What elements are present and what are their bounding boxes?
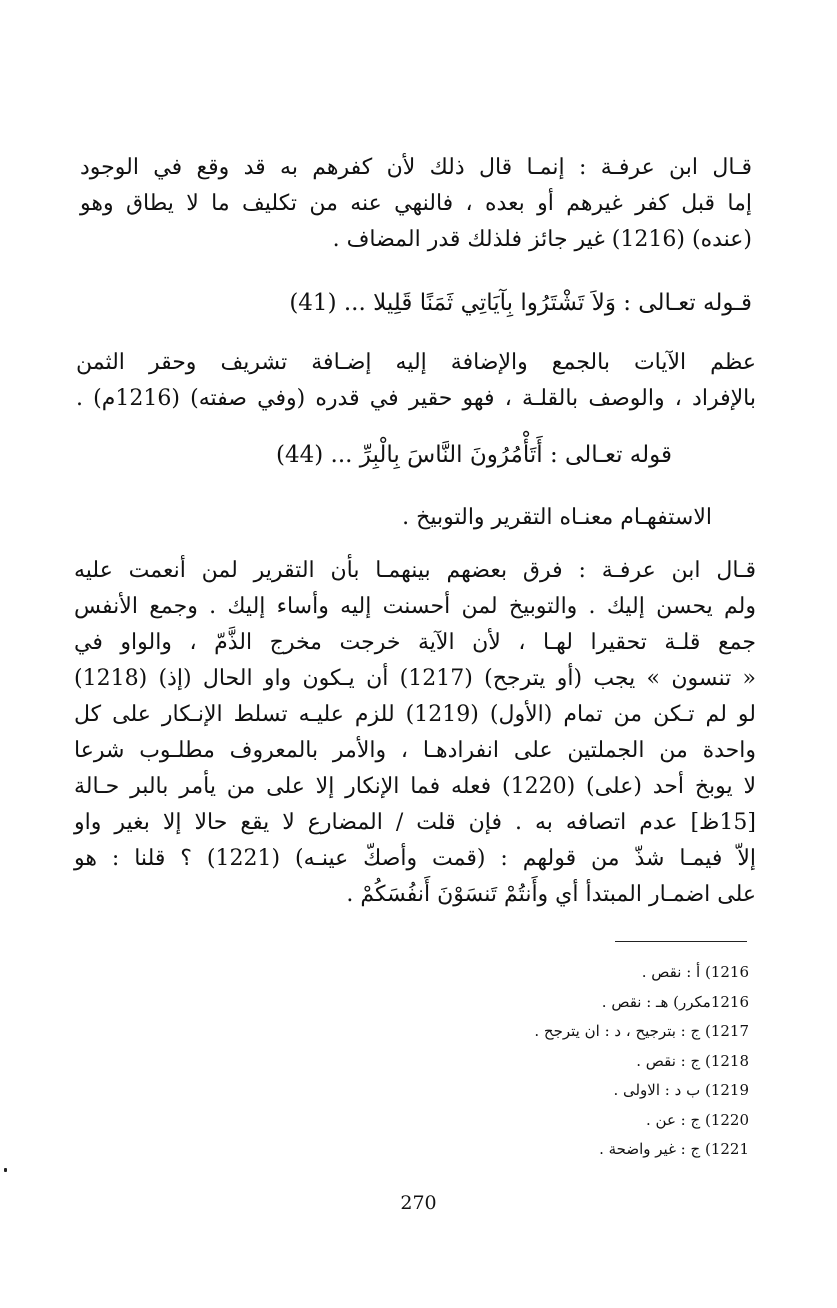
footnote-1220: 1220) ج : عن . — [646, 1110, 749, 1129]
page-number: 270 — [400, 1192, 437, 1214]
text-line: إلاّ فيمـا شذّ من قولهم : (قمت وأصكّ عينـه) (1221) ؟ قلنا : هو — [74, 846, 756, 871]
text-line: جمع قلـة تحقيرا لهـا ، لأن الآية خرجت مخرج الذَّمّ ، والواو في — [74, 630, 756, 655]
text-line: الاستفهـام معنـاه التقرير والتوبيخ . — [402, 505, 712, 530]
text-line: « تنسون » يجب (أو يترجح) (1217) أن يـكون واو الحال (إذ) (1218) — [74, 666, 756, 691]
footnote-1221: 1221) ج : غير واضحة . — [599, 1140, 749, 1158]
text-line: لو لم تـكن من تمام (الأول) (1219) للزم عليـه تسلط الإنـكار على كل — [74, 702, 756, 727]
text-line: إما قبل كفر غيرهم أو بعده ، فالنهي عنه من تكليف ما لا يطاق وهو — [80, 191, 752, 216]
footnote-1217: 1217) ج : بترجيح ، د : ان يترجح . — [534, 1022, 749, 1040]
scan-speck — [4, 1168, 7, 1172]
text-line: لا يوبخ أحد (على) (1220) فعله فما الإنكار إلا على من يأمر بالبر حـالة — [74, 774, 757, 799]
paragraph-verses-magnification — [76, 345, 756, 417]
footnote-1216: 1216) أ : نقص . — [641, 963, 749, 981]
text-line: قـال ابن عرفـة : إنمـا قال ذلك لأن كفرهم به قد وقع في الوجود — [80, 155, 752, 180]
text-line: واحدة من الجملتين على انفرادهـا ، والأمر بالمعروف مطلـوب شرعا — [74, 738, 756, 763]
paragraph-ibn-arafa-2 — [74, 553, 756, 913]
paragraph-interrogative — [402, 500, 712, 536]
footnote-1219: 1219) ب د : الاولى . — [613, 1081, 749, 1099]
text-line: عظم الآيات بالجمع والإضافة إليه إضـافة تشريف وحقر الثمن — [76, 350, 756, 375]
paragraph-ibn-arafa-1 — [80, 150, 752, 258]
text-line: [15ظ] عدم اتصافه به . فإن قلت / المضارع لا يقع حالا إلا بغير واو — [74, 810, 756, 835]
text-line: بالإفراد ، والوصف بالقلـة ، فهو حقير في قدره (وفي صفته) (1216م) . — [76, 386, 756, 411]
quran-verse-44: قوله تعـالى : أَتَأْمُرُونَ النَّاسَ بِالْبِرِّ ... (44) — [275, 442, 672, 468]
text-line: على اضمـار المبتدأ أي وأَنتُمْ تَنسَوْنَ أَنفُسَكُمْ . — [346, 882, 756, 907]
footnote-separator — [615, 941, 747, 942]
footnote-1218: 1218) ج : نقص . — [636, 1051, 749, 1070]
footnotes — [229, 958, 749, 1165]
text-line: (عنده) (1216) غير جائز فلذلك قدر المضاف . — [332, 227, 752, 252]
quran-verse-41: قـوله تعـالى : وَلاَ تَشْتَرُوا بِآيَاتِي ثَمَنًا قَلِيلا ... (41) — [289, 290, 752, 316]
text-line: ولم يحسن إليك . والتوبيخ لمن أحسنت إليه وأساء إليك . وجمع الأنفس — [74, 594, 756, 619]
text-line: قـال ابن عرفـة : فرق بعضهم بينهمـا بأن التقرير لمن أنعمت عليه — [74, 558, 756, 583]
footnote-1216-repeat: 1216مكرر) هـ : نقص . — [601, 992, 749, 1011]
